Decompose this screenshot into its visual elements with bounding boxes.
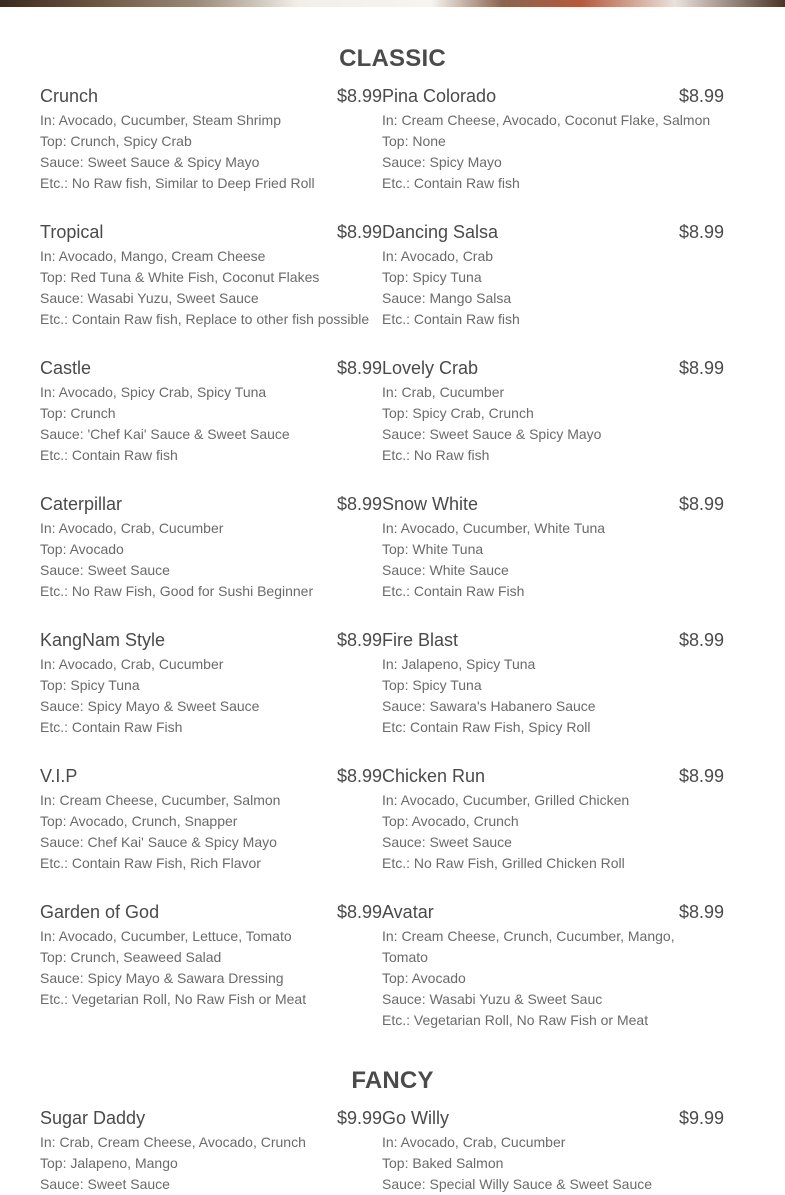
item-topping: Top: White Tuna — [382, 541, 484, 557]
menu-item-garden-of-god — [40, 902, 382, 1010]
item-topping: Top: Spicy Crab, Crunch — [382, 405, 534, 421]
item-sauce: Sauce: Sweet Sauce & Spicy Mayo — [382, 426, 602, 442]
item-price: $8.99 — [336, 630, 382, 650]
menu-item-tropical — [40, 222, 382, 330]
item-name: Sugar Daddy — [40, 1108, 146, 1128]
section-title-classic: CLASSIC — [339, 45, 446, 72]
item-topping: Top: Avocado, Crunch, Snapper — [40, 813, 238, 829]
menu-item-dancing-salsa — [382, 222, 724, 330]
item-name: Crunch — [40, 86, 99, 106]
menu-item-fire-blast — [382, 630, 724, 738]
item-price: $8.99 — [678, 494, 724, 514]
item-ingredients: In: Avocado, Mango, Cream Cheese — [40, 248, 266, 264]
item-ingredients: In: Avocado, Crab, Cucumber — [382, 1134, 566, 1150]
item-price: $8.99 — [678, 358, 724, 378]
menu-item-pina-colorado — [382, 86, 724, 194]
item-etc: Etc.: No Raw fish, Similar to Deep Fried Roll — [40, 175, 315, 191]
item-price: $8.99 — [678, 222, 724, 242]
item-price: $9.99 — [336, 1108, 382, 1128]
item-name: Caterpillar — [40, 494, 123, 514]
menu-item-go-willy — [382, 1108, 724, 1195]
item-price: $8.99 — [336, 86, 382, 106]
item-etc: Etc.: Contain Raw fish, Replace to other fish possible — [40, 311, 370, 327]
item-ingredients: In: Cream Cheese, Avocado, Coconut Flake, Salmon — [382, 112, 711, 128]
item-topping: Top: Spicy Tuna — [382, 677, 482, 693]
item-ingredients: In: Cream Cheese, Cucumber, Salmon — [40, 792, 281, 808]
item-price: $8.99 — [678, 766, 724, 786]
item-etc: Etc.: No Raw fish — [382, 447, 490, 463]
item-name: Garden of God — [40, 902, 160, 922]
item-sauce: Sauce: Mango Salsa — [382, 290, 512, 306]
item-topping: Top: Baked Salmon — [382, 1155, 504, 1171]
item-sauce: Sauce: White Sauce — [382, 562, 509, 578]
item-sauce: Sauce: Sweet Sauce — [40, 562, 170, 578]
item-name: Chicken Run — [382, 766, 486, 786]
item-name: Pina Colorado — [382, 86, 497, 106]
item-topping: Top: Avocado — [382, 970, 466, 986]
item-price: $8.99 — [336, 494, 382, 514]
item-name: Go Willy — [382, 1108, 449, 1128]
item-topping: Top: Crunch, Spicy Crab — [40, 133, 192, 149]
menu-item-sugar-daddy — [40, 1108, 382, 1195]
item-etc: Etc.: Vegetarian Roll, No Raw Fish or Meat — [382, 1012, 649, 1028]
item-etc: Etc.: Contain Raw Fish, Rich Flavor — [40, 855, 261, 871]
item-etc: Etc.: No Raw Fish, Grilled Chicken Roll — [382, 855, 625, 871]
item-name: Castle — [40, 358, 92, 378]
item-price: $8.99 — [678, 86, 724, 106]
item-name: KangNam Style — [40, 630, 166, 650]
item-sauce: Sauce: Wasabi Yuzu & Sweet Sauc — [382, 991, 603, 1007]
item-ingredients: In: Crab, Cucumber — [382, 384, 505, 400]
hero-food-photo — [0, 0, 785, 7]
item-etc: Etc.: Contain Raw Fish — [382, 583, 525, 599]
item-name: Dancing Salsa — [382, 222, 499, 242]
menu-item-caterpillar — [40, 494, 382, 602]
item-ingredients: In: Avocado, Cucumber, Grilled Chicken — [382, 792, 630, 808]
menu-item-kangnam-style — [40, 630, 382, 738]
item-price: $8.99 — [336, 222, 382, 242]
item-ingredients: In: Crab, Cream Cheese, Avocado, Crunch — [40, 1134, 306, 1150]
item-sauce: Sauce: Spicy Mayo — [382, 154, 502, 170]
item-ingredients: In: Avocado, Crab — [382, 248, 494, 264]
item-price: $8.99 — [336, 902, 382, 922]
item-sauce: Sauce: Sweet Sauce — [382, 834, 512, 850]
item-sauce: Sauce: Sweet Sauce — [40, 1176, 170, 1192]
item-ingredients: In: Avocado, Cucumber, Lettuce, Tomato — [40, 928, 292, 944]
menu-item-chicken-run — [382, 766, 724, 874]
menu-item-crunch — [40, 86, 382, 194]
item-ingredients: In: Cream Cheese, Crunch, Cucumber, Mango, — [382, 928, 675, 944]
section-title-fancy: FANCY — [351, 1067, 434, 1094]
item-topping: Top: Spicy Tuna — [40, 677, 140, 693]
item-price: $8.99 — [678, 630, 724, 650]
item-price: $8.99 — [336, 766, 382, 786]
item-sauce: Sauce: Sweet Sauce & Spicy Mayo — [40, 154, 260, 170]
menu-item-vip — [40, 766, 382, 874]
item-topping: Top: Avocado — [40, 541, 124, 557]
item-sauce: Sauce: Spicy Mayo & Sawara Dressing — [40, 970, 284, 986]
item-topping: Top: Crunch, Seaweed Salad — [40, 949, 222, 965]
item-name: Tropical — [40, 222, 104, 242]
item-ingredients-cont: Tomato — [382, 949, 428, 965]
item-ingredients: In: Avocado, Crab, Cucumber — [40, 656, 224, 672]
item-topping: Top: Spicy Tuna — [382, 269, 482, 285]
item-etc: Etc.: Contain Raw fish — [382, 175, 520, 191]
item-etc: Etc: Contain Raw Fish, Spicy Roll — [382, 719, 591, 735]
item-sauce: Sauce: Chef Kai' Sauce & Spicy Mayo — [40, 834, 277, 850]
item-etc: Etc.: Contain Raw fish — [40, 447, 178, 463]
menu-item-snow-white — [382, 494, 724, 602]
item-price: $8.99 — [336, 358, 382, 378]
menu-item-lovely-crab — [382, 358, 724, 466]
item-ingredients: In: Avocado, Crab, Cucumber — [40, 520, 224, 536]
item-sauce: Sauce: Special Willy Sauce & Sweet Sauce — [382, 1176, 653, 1192]
item-ingredients: In: Avocado, Cucumber, White Tuna — [382, 520, 606, 536]
item-name: Fire Blast — [382, 630, 459, 650]
item-name: Snow White — [382, 494, 479, 514]
item-sauce: Sauce: Spicy Mayo & Sweet Sauce — [40, 698, 260, 714]
item-ingredients: In: Avocado, Spicy Crab, Spicy Tuna — [40, 384, 267, 400]
menu-item-castle — [40, 358, 382, 466]
menu-item-avatar — [382, 902, 724, 1031]
item-etc: Etc.: Contain Raw fish — [382, 311, 520, 327]
item-sauce: Sauce: 'Chef Kai' Sauce & Sweet Sauce — [40, 426, 290, 442]
item-name: V.I.P — [40, 766, 78, 786]
item-name: Lovely Crab — [382, 358, 479, 378]
item-topping: Top: Avocado, Crunch — [382, 813, 519, 829]
item-etc: Etc.: No Raw Fish, Good for Sushi Beginner — [40, 583, 314, 599]
item-sauce: Sauce: Sawara's Habanero Sauce — [382, 698, 596, 714]
item-ingredients: In: Avocado, Cucumber, Steam Shrimp — [40, 112, 281, 128]
item-topping: Top: Crunch — [40, 405, 116, 421]
item-price: $9.99 — [678, 1108, 724, 1128]
item-sauce: Sauce: Wasabi Yuzu, Sweet Sauce — [40, 290, 259, 306]
item-topping: Top: Red Tuna & White Fish, Coconut Flakes — [40, 269, 320, 285]
item-topping: Top: Jalapeno, Mango — [40, 1155, 178, 1171]
item-name: Avatar — [382, 902, 434, 922]
item-ingredients: In: Jalapeno, Spicy Tuna — [382, 656, 536, 672]
item-price: $8.99 — [678, 902, 724, 922]
item-etc: Etc.: Vegetarian Roll, No Raw Fish or Meat — [40, 991, 307, 1007]
item-etc: Etc.: Contain Raw Fish — [40, 719, 183, 735]
item-topping: Top: None — [382, 133, 446, 149]
